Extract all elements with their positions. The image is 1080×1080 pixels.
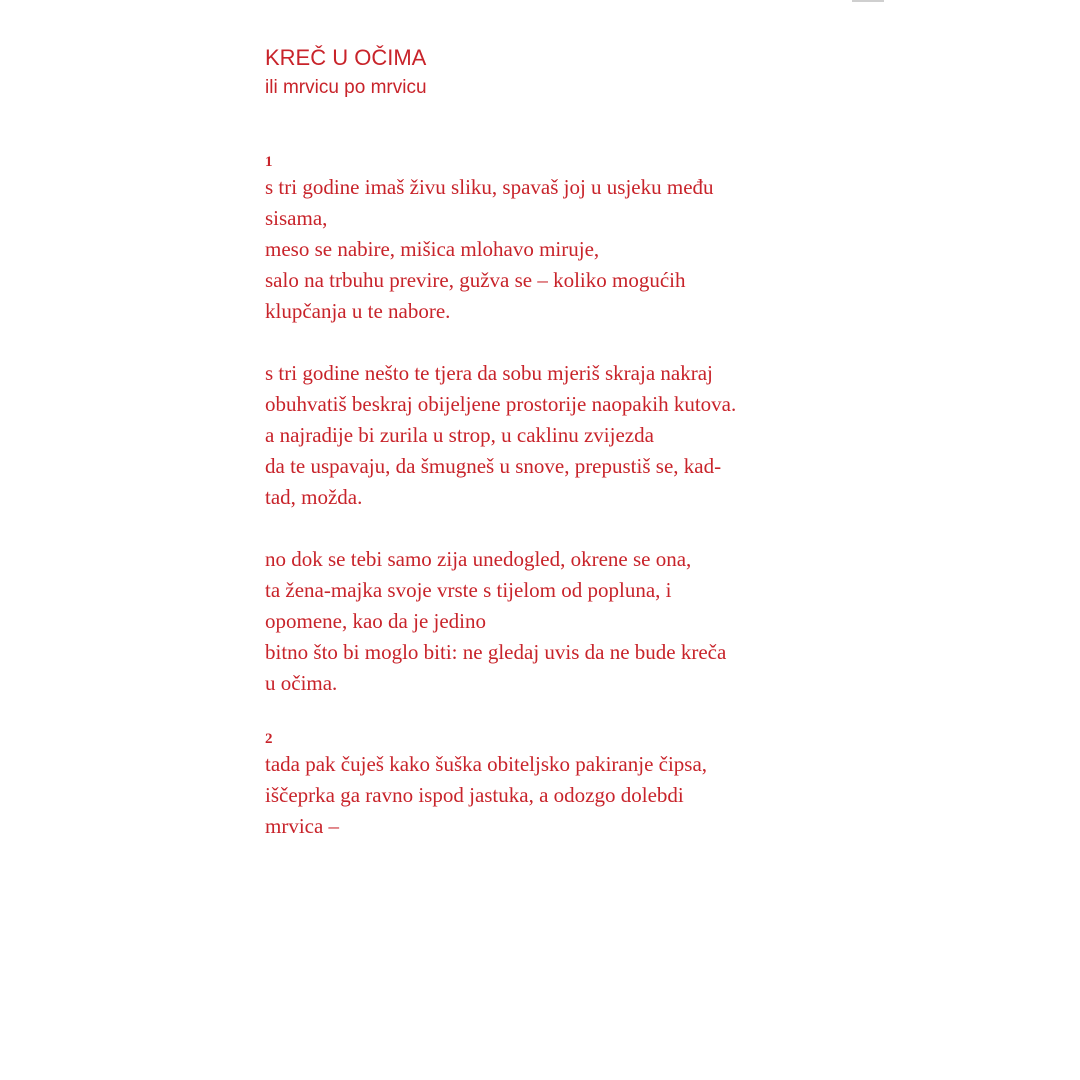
poem-section-1 xyxy=(265,152,865,699)
poem-line: salo na trbuhu previre, gužva se – koliko mogućih xyxy=(265,268,686,292)
stanza xyxy=(265,172,865,327)
poem-line: iščeprka ga ravno ispod jastuka, a odozgo dolebdi xyxy=(265,783,684,807)
poem-line: a najradije bi zurila u strop, u caklinu zvijezda xyxy=(265,423,654,447)
poem-line: ta žena-majka svoje vrste s tijelom od popluna, i xyxy=(265,578,672,602)
page-edge-mark xyxy=(852,0,884,2)
poem-line: tad, možda. xyxy=(265,485,363,509)
poem xyxy=(265,44,865,842)
poem-title: KREČ U OČIMA xyxy=(265,45,427,70)
poem-line: sisama, xyxy=(265,206,328,230)
section-number: 2 xyxy=(265,731,273,747)
stanza xyxy=(265,749,865,842)
stanza xyxy=(265,544,865,699)
poem-line: obuhvatiš beskraj obijeljene prostorije naopakih kutova. xyxy=(265,392,737,416)
poem-section-2 xyxy=(265,729,865,842)
section-number: 1 xyxy=(265,154,273,170)
poem-line: no dok se tebi samo zija unedogled, okrene se ona, xyxy=(265,547,692,571)
poem-line: u očima. xyxy=(265,671,338,695)
poem-line: s tri godine nešto te tjera da sobu mjeriš skraja nakraj xyxy=(265,361,713,385)
poem-line: da te uspavaju, da šmugneš u snove, prepustiš se, kad- xyxy=(265,454,722,478)
poem-line: klupčanja u te nabore. xyxy=(265,299,451,323)
poem-line: mrvica – xyxy=(265,814,340,838)
poem-line: meso se nabire, mišica mlohavo miruje, xyxy=(265,237,600,261)
poem-line: tada pak čuješ kako šuška obiteljsko pakiranje čipsa, xyxy=(265,752,708,776)
stanza xyxy=(265,358,865,513)
poem-line: s tri godine imaš živu sliku, spavaš joj u usjeku među xyxy=(265,175,714,199)
poem-line: bitno što bi moglo biti: ne gledaj uvis da ne bude kreča xyxy=(265,640,727,664)
poem-line: opomene, kao da je jedino xyxy=(265,609,487,633)
poem-subtitle: ili mrvicu po mrvicu xyxy=(265,77,427,98)
